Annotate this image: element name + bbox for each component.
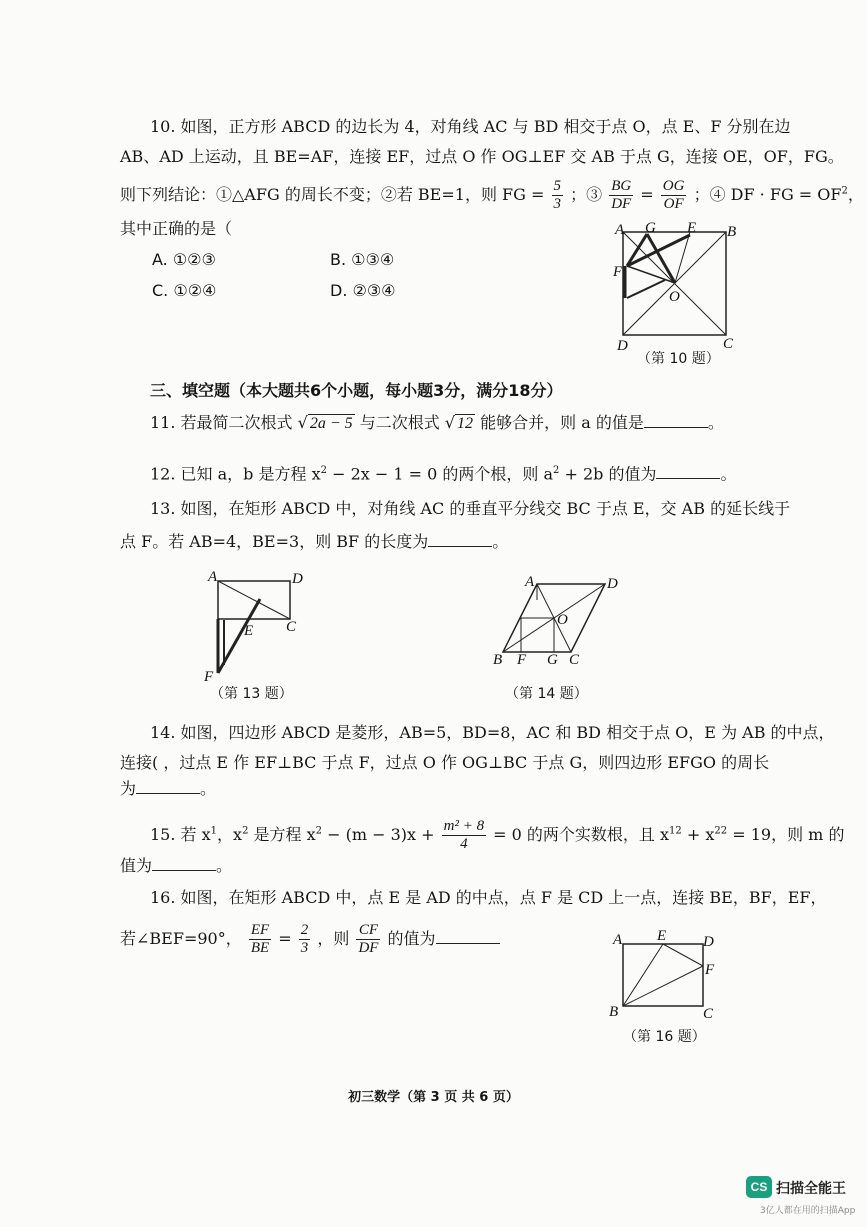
camscanner-logo: CS — [746, 1176, 772, 1198]
figure-q10 — [605, 218, 745, 353]
fraction-ef-be: $\frac{EF}{BE}$ — [250, 922, 270, 956]
q14-caption: （第 14 题） — [505, 686, 588, 702]
page-footer: 初三数学（第 3 页 共 6 页） — [348, 1090, 519, 1105]
svg-text:E: E — [244, 623, 254, 639]
svg-text:D: D — [607, 576, 618, 592]
q10-line2: AB、AD 上运动，且 BE=AF，连接 EF，过点 O 作 OG⊥EF 交 AB 于点 G，连接 OE，OF，FG。 — [120, 147, 844, 166]
figure-q13 — [200, 565, 310, 685]
fraction-og-of: $\frac{OG}{OF}$ — [662, 178, 685, 212]
option-b: B. ①③④ — [330, 250, 395, 269]
answer-blank[interactable] — [644, 413, 708, 428]
svg-text:C: C — [723, 336, 734, 352]
svg-text:C: C — [286, 619, 297, 635]
svg-text:E: E — [687, 220, 697, 236]
camscanner-tagline: 3亿人都在用的扫描App — [760, 1206, 856, 1216]
option-d: D. ②③④ — [330, 281, 396, 300]
svg-text:E: E — [657, 928, 667, 944]
svg-text:G: G — [645, 220, 656, 236]
svg-text:C: C — [703, 1006, 714, 1022]
svg-text:C: C — [569, 652, 580, 668]
fraction-cf-df: $\frac{CF}{DF}$ — [358, 922, 379, 956]
svg-text:A: A — [525, 574, 535, 590]
svg-text:B: B — [727, 224, 737, 240]
section-title: 三、填空题（本大题共6个小题，每小题3分，满分18分） — [150, 381, 563, 400]
q11-line: 11. 若最简二次根式 √ 2a − 5 与二次根式 √ 12 能够合并，则 a 的值是 。 — [150, 413, 724, 432]
q16-caption: （第 16 题） — [623, 1029, 706, 1045]
svg-text:B: B — [609, 1004, 619, 1020]
q10-line4: 其中正确的是（ — [120, 219, 233, 238]
option-c: C. ①②④ — [152, 281, 217, 300]
svg-text:D: D — [703, 934, 714, 950]
svg-text:A: A — [613, 932, 623, 948]
q16-line1: 16. 如图，在矩形 ABCD 中，点 E 是 AD 的中点，点 F 是 CD 上一点，连接 BE，BF，EF， — [150, 888, 827, 907]
answer-blank[interactable] — [656, 464, 720, 479]
svg-text:O: O — [669, 289, 680, 305]
svg-text:F: F — [517, 652, 527, 668]
fraction-2-3: $\frac{2}{3}$ — [300, 922, 309, 956]
fraction-5-3: $\frac{5}{3}$ — [553, 178, 561, 212]
q13-line2: 点 F。若 AB=4，BE=3，则 BF 的长度为 。 — [120, 532, 509, 551]
svg-text:D: D — [617, 338, 628, 353]
answer-blank[interactable] — [136, 779, 200, 794]
q10-line3: 则下列结论：①△AFG 的周长不变；②若 BE=1，则 FG = $\frac{5}{3}$ ；③ $\frac{BG}{DF}$ = $\frac{OG}{OF}$ ；④ DF · FG = $OF^2$， — [120, 178, 864, 212]
svg-text:F: F — [613, 264, 623, 280]
svg-text:B: B — [493, 652, 503, 668]
svg-text:D: D — [292, 571, 303, 587]
q13-line1: 13. 如图，在矩形 ABCD 中，对角线 AC 的垂直平分线交 BC 于点 E，交 AB 的延长线于 — [150, 499, 791, 518]
q14-line3: 为 。 — [120, 779, 217, 798]
svg-text:A: A — [208, 569, 218, 585]
fraction-m-squared: $\frac{\text{m² + 8}}{4}$ — [443, 818, 485, 852]
camscanner-name: 扫描全能王 — [776, 1181, 846, 1197]
answer-blank[interactable] — [428, 532, 492, 547]
fraction-bg-df: $\frac{BG}{DF}$ — [611, 178, 632, 212]
q15-line1: 15. 若 $x^1$，$x^2$ 是方程 $x^2 - (m - 3)x$ + $\frac{\text{m² + 8}}{4}$ = 0 的两个实数根，且 $x^{12} + x^{22} = 19$，则 m 的 — [150, 818, 845, 852]
q13-caption: （第 13 题） — [210, 686, 293, 702]
q12-line: 12. 已知 a，b 是方程 $x^2 - 2x - 1 = 0$ 的两个根，则 $a^2 + 2b$ 的值为 。 — [150, 464, 737, 484]
q10-line1: 10. 如图，正方形 ABCD 的边长为 4，对角线 AC 与 BD 相交于点 O，点 E、F 分别在边 — [150, 117, 791, 136]
q14-line2: 连接( ，过点 E 作 EF⊥BC 于点 F，过点 O 作 OG⊥BC 于点 G，则四边形 EFGO 的周长 — [120, 753, 770, 772]
figure-q16 — [605, 928, 725, 1028]
q10-caption: （第 10 题） — [637, 351, 720, 367]
svg-text:F: F — [705, 962, 715, 978]
svg-text:A: A — [615, 222, 625, 238]
q16-line2: 若∠BEF=90°， $\frac{EF}{BE}$ = $\frac{2}{3}$ ，则 $\frac{CF}{DF}$ 的值为 — [120, 922, 500, 957]
answer-blank[interactable] — [436, 929, 500, 944]
figure-q14 — [485, 570, 625, 670]
q15-line2: 值为 。 — [120, 856, 233, 875]
option-a: A. ①②③ — [152, 250, 216, 269]
svg-text:G: G — [547, 652, 558, 668]
svg-text:F: F — [204, 669, 214, 685]
svg-text:O: O — [557, 612, 568, 628]
q14-line1: 14. 如图，四边形 ABCD 是菱形，AB=5，BD=8，AC 和 BD 相交于点 O，E 为 AB 的中点， — [150, 723, 835, 742]
answer-blank[interactable] — [152, 856, 216, 871]
